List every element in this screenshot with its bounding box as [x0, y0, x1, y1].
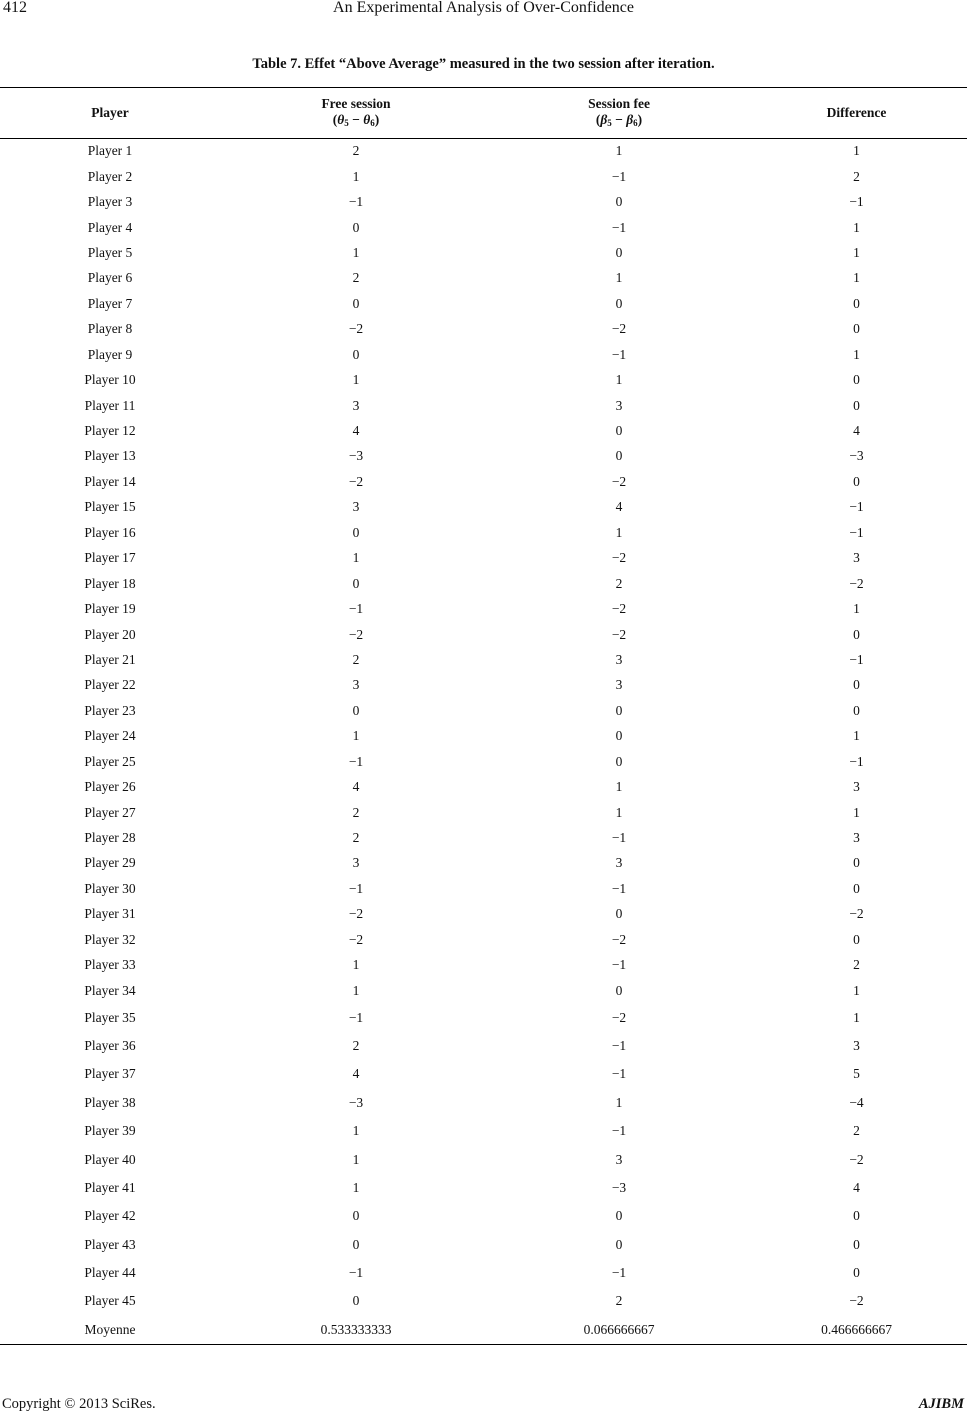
cell-player: Player 20	[84, 626, 136, 642]
cell-free-session: 2	[352, 651, 360, 667]
cell-player: Player 37	[84, 1066, 136, 1082]
table-row	[0, 673, 967, 698]
table-row	[0, 1174, 967, 1202]
cell-free-session: −1	[348, 880, 364, 896]
cell-difference: −3	[849, 448, 864, 464]
theta-symbol-2: θ	[363, 111, 371, 127]
cell-free-session: 3	[352, 855, 360, 871]
cell-session-fee: −2	[611, 321, 627, 337]
cell-session-fee: −1	[611, 1265, 627, 1281]
session-fee-label: Session fee	[588, 95, 650, 111]
cell-session-fee: 0	[615, 702, 623, 718]
cell-difference: 2	[853, 957, 860, 973]
table-row	[0, 1231, 967, 1259]
cell-player: Player 16	[84, 524, 136, 540]
cell-difference: 0	[853, 321, 860, 337]
cell-session-fee: 0	[615, 194, 623, 210]
cell-player: Player 39	[84, 1123, 136, 1139]
cell-free-session: 1	[352, 550, 360, 566]
cell-free-session: −1	[348, 753, 364, 769]
cell-difference: 3	[853, 550, 860, 566]
fee-formula-close: )	[637, 111, 643, 127]
cell-difference: 5	[853, 1066, 860, 1082]
cell-player: Player 31	[84, 906, 136, 922]
cell-free-session: 0	[352, 1208, 360, 1224]
cell-free-session: 0	[352, 295, 360, 311]
cell-difference: −1	[849, 499, 864, 515]
cell-difference: −2	[849, 575, 864, 591]
cell-session-fee: −3	[611, 1179, 627, 1195]
cell-free-session: −2	[348, 906, 364, 922]
table-row	[0, 1287, 967, 1315]
cell-player: Player 24	[84, 728, 136, 744]
table-row	[0, 698, 967, 723]
table-row	[0, 418, 967, 443]
cell-session-fee: 3	[615, 677, 623, 693]
table-row	[0, 927, 967, 952]
cell-player: Player 3	[87, 194, 133, 210]
cell-difference: 3	[853, 1037, 860, 1053]
page-number: 412	[3, 0, 27, 16]
fee-minus: −	[611, 111, 627, 127]
table-row	[0, 164, 967, 189]
cell-session-fee: 0	[615, 906, 623, 922]
mean-row	[0, 1316, 967, 1345]
cell-free-session: −3	[348, 448, 364, 464]
cell-player: Player 25	[84, 753, 136, 769]
cell-difference: 0	[853, 397, 860, 413]
cell-player: Player 10	[84, 372, 136, 388]
table-row	[0, 1060, 967, 1088]
cell-free-session: 0	[352, 1236, 360, 1252]
cell-free-session: 0	[352, 219, 360, 235]
cell-session-fee: 0	[615, 753, 623, 769]
cell-player: Player 29	[84, 855, 136, 871]
cell-difference: −1	[849, 753, 864, 769]
cell-difference: 1	[853, 728, 860, 744]
cell-player: Player 23	[84, 702, 136, 718]
cell-free-session: 2	[352, 804, 360, 820]
free-formula-open: (	[332, 111, 338, 127]
free-sub-a: 5	[344, 117, 349, 128]
table-row	[0, 1145, 967, 1173]
cell-session-fee: −2	[611, 1009, 627, 1025]
cell-session-fee: 2	[615, 1293, 623, 1309]
cell-player: Player 8	[87, 321, 133, 337]
table-row	[0, 571, 967, 596]
cell-free-session: 2	[352, 143, 360, 159]
cell-free-session: −1	[348, 1009, 364, 1025]
beta-symbol-2: β	[626, 111, 634, 127]
cell-player: Player 2	[87, 168, 133, 184]
cell-free-session: 4	[352, 423, 360, 439]
cell-free-session: 1	[352, 372, 360, 388]
cell-session-fee: −1	[611, 880, 627, 896]
cell-difference: 0	[853, 626, 860, 642]
cell-difference: −2	[849, 906, 864, 922]
table-row	[0, 546, 967, 571]
table-row	[0, 851, 967, 876]
cell-difference: 0	[853, 702, 860, 718]
theta-symbol: θ	[337, 111, 345, 127]
cell-player: Player 28	[84, 830, 136, 846]
cell-difference: 0	[853, 1208, 860, 1224]
cell-player: Player 32	[84, 931, 136, 947]
cell-free-session: 4	[352, 779, 360, 795]
table-row	[0, 240, 967, 265]
cell-player: Player 40	[84, 1151, 136, 1167]
table-row	[0, 1202, 967, 1230]
cell-difference: 2	[853, 1123, 860, 1139]
cell-free-session: 2	[352, 830, 360, 846]
cell-player: Player 44	[84, 1265, 136, 1281]
cell-difference: 0	[853, 295, 860, 311]
free-session-label: Free session	[321, 95, 391, 111]
table-row	[0, 1117, 967, 1145]
cell-difference: 1	[853, 219, 860, 235]
cell-free-session: 4	[352, 1066, 360, 1082]
cell-free-session: 0	[352, 702, 360, 718]
cell-free-session: 1	[352, 1123, 360, 1139]
cell-free-session: 1	[352, 244, 360, 260]
cell-session-fee: 1	[615, 270, 623, 286]
cell-free-session: 3	[352, 499, 360, 515]
table-row	[0, 520, 967, 545]
table-body	[0, 139, 967, 1345]
cell-session-fee: 0	[615, 423, 623, 439]
cell-session-fee: 2	[615, 575, 623, 591]
table-row	[0, 189, 967, 214]
table-row	[0, 393, 967, 418]
cell-player: Player 14	[84, 473, 136, 489]
cell-player: Player 43	[84, 1236, 136, 1252]
table-row	[0, 800, 967, 825]
cell-player: Player 41	[84, 1179, 136, 1195]
cell-difference: −4	[849, 1094, 864, 1110]
cell-player: Player 17	[84, 550, 136, 566]
cell-session-fee: −2	[611, 550, 627, 566]
col-header-player: Player	[0, 88, 220, 139]
table-row	[0, 1259, 967, 1287]
cell-free-session: −2	[348, 931, 364, 947]
results-table	[0, 87, 967, 1345]
header-row	[0, 88, 967, 139]
cell-session-fee: 0	[615, 244, 623, 260]
cell-player: Player 13	[84, 448, 136, 464]
cell-free-session: 1	[352, 1179, 360, 1195]
free-sub-b: 6	[370, 117, 375, 128]
cell-difference: 1	[853, 244, 860, 260]
cell-session-fee: 0	[615, 982, 623, 998]
table-row	[0, 876, 967, 901]
free-session-formula	[220, 112, 492, 131]
cell-free-session: 0	[352, 346, 360, 362]
table-row	[0, 342, 967, 367]
footer-journal: AJIBM	[918, 1396, 964, 1412]
cell-free-session: 1	[352, 957, 360, 973]
cell-free-session: 2	[352, 270, 360, 286]
page-header	[0, 0, 967, 22]
cell-player: Player 21	[84, 651, 136, 667]
cell-difference: −2	[849, 1151, 864, 1167]
cell-session-fee: −1	[611, 957, 627, 973]
table-row	[0, 317, 967, 342]
mean-value: 0.466666667	[746, 1316, 967, 1345]
cell-session-fee: 1	[615, 372, 623, 388]
table-row	[0, 647, 967, 672]
cell-difference: 0	[853, 855, 860, 871]
cell-session-fee: 0	[615, 448, 623, 464]
col-header-session-fee	[492, 88, 746, 139]
cell-difference: 0	[853, 880, 860, 896]
table-row	[0, 724, 967, 749]
col-header-difference: Difference	[746, 88, 967, 139]
cell-difference: 1	[853, 804, 860, 820]
cell-session-fee: 1	[615, 143, 623, 159]
cell-player: Player 12	[84, 423, 136, 439]
running-title: An Experimental Analysis of Over-Confidence	[333, 0, 634, 16]
cell-session-fee: 0	[615, 1208, 623, 1224]
cell-session-fee: −2	[611, 626, 627, 642]
session-fee-formula	[492, 112, 746, 131]
cell-session-fee: 3	[615, 397, 623, 413]
cell-player: Player 1	[87, 143, 133, 159]
cell-session-fee: −1	[611, 1066, 627, 1082]
cell-free-session: 0	[352, 524, 360, 540]
cell-free-session: −1	[348, 194, 364, 210]
cell-difference: −2	[849, 1293, 864, 1309]
cell-session-fee: −1	[611, 1037, 627, 1053]
cell-free-session: 1	[352, 168, 360, 184]
cell-player: Player 27	[84, 804, 136, 820]
cell-difference: 4	[853, 423, 860, 439]
table-row	[0, 215, 967, 240]
footer-copyright: Copyright © 2013 SciRes.	[2, 1396, 156, 1412]
cell-session-fee: 4	[615, 499, 623, 515]
cell-player: Player 36	[84, 1037, 136, 1053]
free-formula-close: )	[374, 111, 380, 127]
table-row	[0, 978, 967, 1003]
cell-difference: 0	[853, 372, 860, 388]
cell-session-fee: 3	[615, 651, 623, 667]
beta-symbol: β	[600, 111, 608, 127]
cell-player: Player 34	[84, 982, 136, 998]
cell-player: Player 45	[84, 1293, 136, 1309]
table-row	[0, 825, 967, 850]
cell-free-session: 2	[352, 1037, 360, 1053]
cell-player: Player 26	[84, 779, 136, 795]
cell-difference: 1	[853, 1009, 860, 1025]
table-header	[0, 88, 967, 139]
cell-session-fee: −2	[611, 931, 627, 947]
cell-difference: 1	[853, 601, 860, 617]
cell-difference: 0	[853, 1265, 860, 1281]
cell-player: Player 7	[87, 295, 133, 311]
cell-session-fee: 1	[615, 779, 623, 795]
cell-session-fee: 3	[615, 855, 623, 871]
table-row	[0, 1089, 967, 1117]
cell-player: Player 15	[84, 499, 136, 515]
table-row	[0, 266, 967, 291]
cell-session-fee: −1	[611, 219, 627, 235]
cell-difference: 3	[853, 830, 860, 846]
cell-free-session: 1	[352, 982, 360, 998]
cell-session-fee: 1	[615, 524, 623, 540]
cell-difference: 1	[853, 143, 860, 159]
table-row	[0, 367, 967, 392]
cell-free-session: −2	[348, 473, 364, 489]
cell-free-session: 3	[352, 677, 360, 693]
cell-session-fee: 3	[615, 1151, 623, 1167]
cell-free-session: 1	[352, 1151, 360, 1167]
cell-free-session: −1	[348, 1265, 364, 1281]
cell-difference: 3	[853, 779, 860, 795]
table-row	[0, 1032, 967, 1060]
cell-player: Player 6	[87, 270, 133, 286]
cell-player: Player 30	[84, 880, 136, 896]
cell-free-session: −3	[348, 1094, 364, 1110]
cell-player: Player 11	[84, 397, 136, 413]
cell-difference: 0	[853, 677, 860, 693]
cell-session-fee: 0	[615, 295, 623, 311]
cell-session-fee: −1	[611, 1123, 627, 1139]
table-row	[0, 291, 967, 316]
fee-sub-b: 6	[633, 117, 638, 128]
mean-value: 0.533333333	[220, 1316, 492, 1345]
table-row	[0, 749, 967, 774]
cell-player: Player 19	[84, 601, 136, 617]
cell-free-session: −2	[348, 626, 364, 642]
cell-player: Player 5	[87, 244, 133, 260]
cell-difference: 2	[853, 168, 860, 184]
fee-sub-a: 5	[607, 117, 612, 128]
cell-difference: 1	[853, 982, 860, 998]
cell-session-fee: −2	[611, 601, 627, 617]
cell-difference: −1	[849, 194, 864, 210]
table-row	[0, 495, 967, 520]
table-row	[0, 596, 967, 621]
table-row	[0, 902, 967, 927]
table-row	[0, 469, 967, 494]
cell-free-session: −2	[348, 321, 364, 337]
mean-label: Moyenne	[0, 1316, 220, 1345]
fee-formula-open: (	[595, 111, 601, 127]
cell-session-fee: 1	[615, 1094, 623, 1110]
table-row	[0, 444, 967, 469]
cell-player: Player 38	[84, 1094, 136, 1110]
cell-player: Player 9	[87, 346, 133, 362]
free-minus: −	[348, 111, 364, 127]
cell-free-session: 1	[352, 728, 360, 744]
cell-difference: 1	[853, 270, 860, 286]
cell-difference: 1	[853, 346, 860, 362]
cell-difference: −1	[849, 651, 864, 667]
table-caption: Table 7. Effet “Above Average” measured in the two session after iteration.	[252, 56, 715, 72]
cell-player: Player 4	[87, 219, 133, 235]
cell-difference: 4	[853, 1179, 860, 1195]
cell-session-fee: −2	[611, 473, 627, 489]
table-row	[0, 774, 967, 799]
cell-free-session: 3	[352, 397, 360, 413]
cell-player: Player 35	[84, 1009, 136, 1025]
table-row	[0, 953, 967, 978]
cell-session-fee: −1	[611, 346, 627, 362]
cell-difference: −1	[849, 524, 864, 540]
cell-session-fee: 0	[615, 728, 623, 744]
cell-difference: 0	[853, 931, 860, 947]
col-header-free-session	[220, 88, 492, 139]
mean-value: 0.066666667	[492, 1316, 746, 1345]
cell-player: Player 33	[84, 957, 136, 973]
cell-session-fee: −1	[611, 168, 627, 184]
cell-player: Player 18	[84, 575, 136, 591]
table-row	[0, 622, 967, 647]
cell-session-fee: 1	[615, 804, 623, 820]
cell-session-fee: 0	[615, 1236, 623, 1252]
cell-difference: 0	[853, 473, 860, 489]
cell-session-fee: −1	[611, 830, 627, 846]
cell-player: Player 42	[84, 1208, 136, 1224]
cell-player: Player 22	[84, 677, 136, 693]
cell-difference: 0	[853, 1236, 860, 1252]
cell-free-session: −1	[348, 601, 364, 617]
cell-free-session: 0	[352, 575, 360, 591]
cell-free-session: 0	[352, 1293, 360, 1309]
table-row	[0, 139, 967, 164]
table-row	[0, 1003, 967, 1031]
